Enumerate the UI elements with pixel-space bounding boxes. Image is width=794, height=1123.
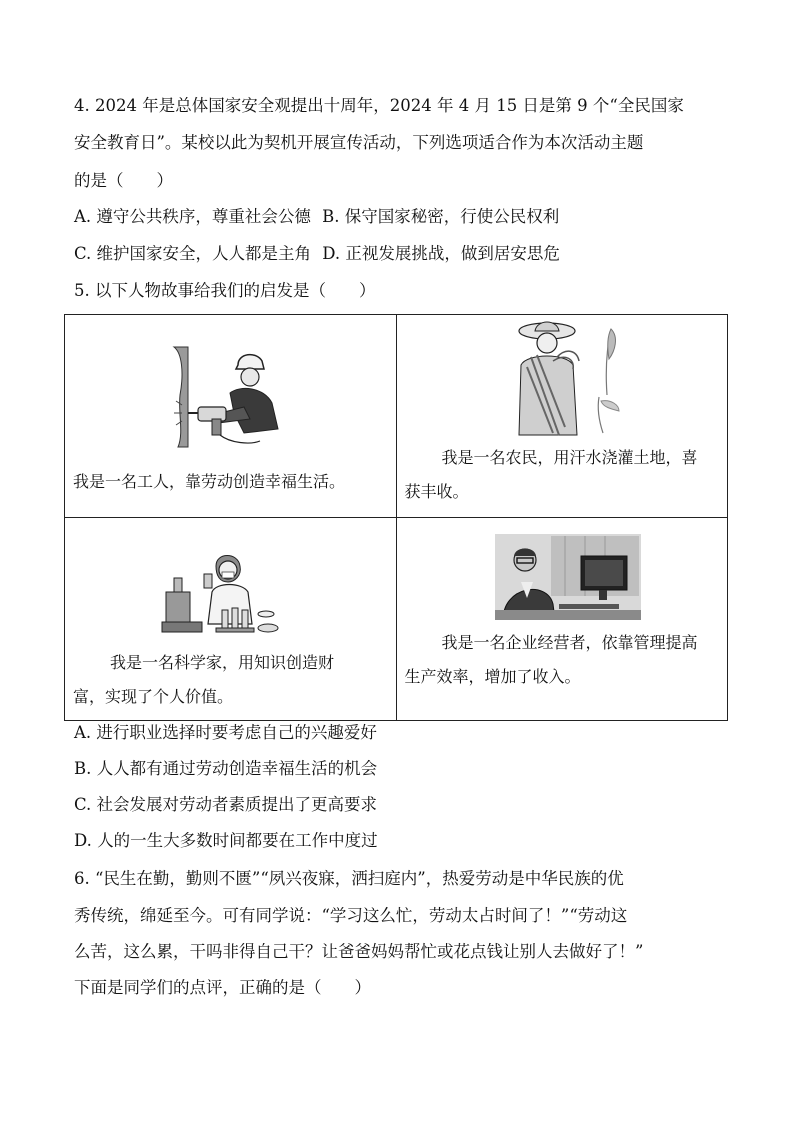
manager-at-computer-illustration [495,534,641,620]
q6-stem-line-1: 6. “民生在勤，勤则不匮”“夙兴夜寐，洒扫庭内”，热爱劳动是中华民族的优 [74,869,624,888]
q6-stem-line-2: 秀传统，绵延至今。可有同学说：“学习这么忙，劳动太占时间了！”“劳动这 [74,906,628,925]
q5-stem: 5. 以下人物故事给我们的启发是（ ） [74,281,376,300]
q4-stem-line-1: 4. 2024 年是总体国家安全观提出十周年，2024 年 4 月 15 日是第 9 个“全民国家 [74,96,684,115]
q5-option-c: C. 社会发展对劳动者素质提出了更高要求 [74,795,378,814]
q4-stem-line-2: 安全教育日”。某校以此为契机开展宣传活动，下列选项适合作为本次活动主题 [74,133,644,152]
q5-option-a: A. 进行职业选择时要考虑自己的兴趣爱好 [74,723,377,742]
scientist-caption-line-2: 富，实现了个人价值。 [73,687,234,706]
q4-option-c: C. 维护国家安全，人人都是主角 [74,244,312,263]
q6-stem-line-3: 么苦，这么累，干吗非得自己干？让爸爸妈妈帮忙或花点钱让别人去做好了！” [74,942,644,961]
q4-option-b: B. 保守国家秘密，行使公民权利 [322,207,560,226]
scientist-lab-illustration [160,548,285,638]
cell-farmer [396,315,728,518]
q5-story-table [64,314,728,721]
q4-options-ab [74,207,559,227]
farmer-with-wheat-illustration [507,317,637,437]
farmer-caption-line-2: 获丰收。 [404,482,469,501]
q4-option-d: D. 正视发展挑战，做到居安思危 [322,244,560,263]
cell-manager [396,518,728,721]
scientist-caption-line-1: 我是一名科学家，用知识创造财 [110,653,335,672]
manager-caption-line-1: 我是一名企业经营者，依靠管理提高 [441,633,698,652]
q4-options-cd [74,244,560,264]
q4-stem-line-3: 的是（ ） [74,171,173,190]
q4-option-a: A. 遵守公共秩序，尊重社会公德 [74,207,311,226]
worker-caption: 我是一名工人，靠劳动创造幸福生活。 [73,472,346,491]
worker-drilling-illustration [160,343,290,451]
q6-stem-line-4: 下面是同学们的点评，正确的是（ ） [74,978,371,997]
manager-caption-line-2: 生产效率，增加了收入。 [404,667,581,686]
farmer-caption-line-1: 我是一名农民，用汗水浇灌土地，喜 [441,448,698,467]
cell-scientist [65,518,397,721]
q5-option-b: B. 人人都有通过劳动创造幸福生活的机会 [74,759,378,778]
cell-worker [65,315,397,518]
q5-option-d: D. 人的一生大多数时间都要在工作中度过 [74,831,378,850]
